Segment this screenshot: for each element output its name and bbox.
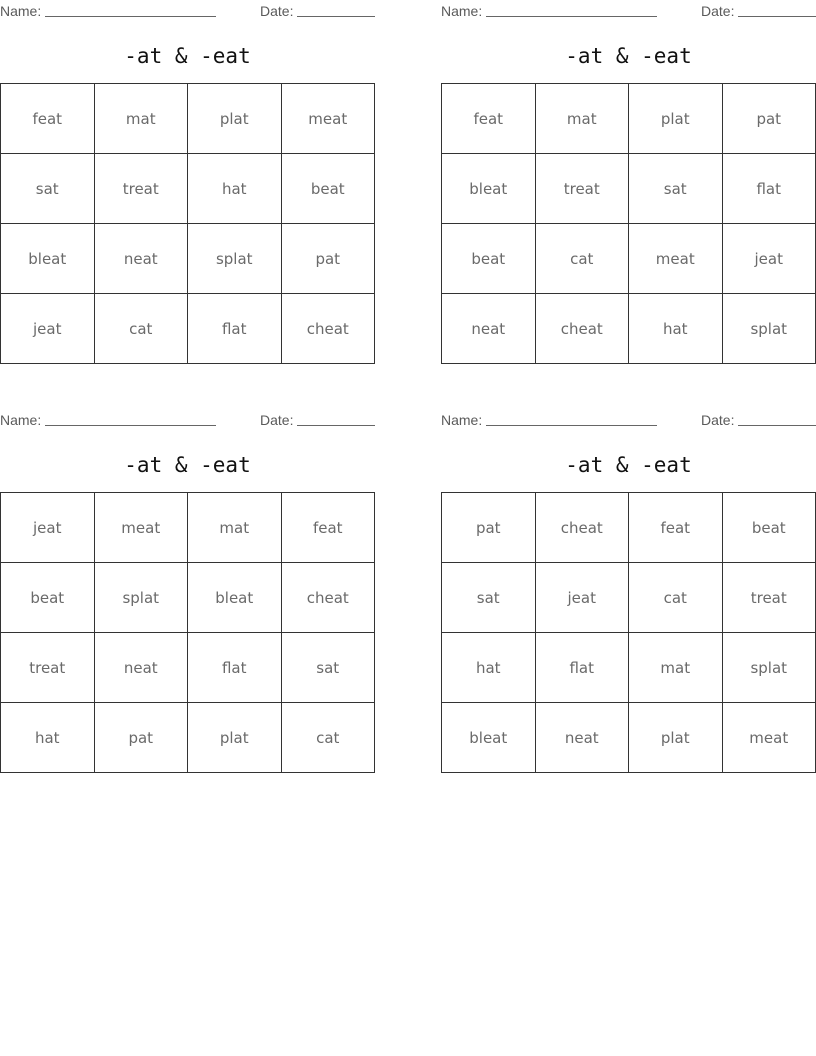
grid-row [1,493,375,563]
grid-cell: plat [629,703,723,773]
grid-cell: treat [722,563,816,633]
grid-row [442,563,816,633]
bingo-grid [0,492,375,773]
grid-cell: jeat [1,493,95,563]
grid-cell: bleat [1,224,95,294]
grid-cell: jeat [722,224,816,294]
grid-cell: sat [281,633,375,703]
grid-row [1,224,375,294]
date-label: Date: [701,412,735,428]
grid-cell: hat [442,633,536,703]
name-blank[interactable] [45,425,216,426]
grid-cell: treat [94,154,188,224]
name-label: Name: [441,3,483,19]
grid-cell: splat [722,294,816,364]
date-blank[interactable] [738,425,816,426]
grid-cell: mat [188,493,282,563]
grid-cell: cheat [535,294,629,364]
bingo-grid [441,83,816,364]
grid-cell: cat [629,563,723,633]
grid-cell: meat [94,493,188,563]
date-label: Date: [260,412,294,428]
grid-cell: neat [535,703,629,773]
bingo-card-3 [0,409,375,789]
name-blank[interactable] [45,16,216,17]
grid-cell: cheat [281,563,375,633]
card-header [0,2,375,20]
grid-cell: jeat [1,294,95,364]
date-label: Date: [701,3,735,19]
grid-cell: feat [1,84,95,154]
grid-cell: splat [94,563,188,633]
date-blank[interactable] [297,16,375,17]
card-title: -at & -eat [124,44,251,68]
grid-cell: cheat [281,294,375,364]
bingo-grid [0,83,375,364]
grid-row [442,294,816,364]
grid-cell: splat [188,224,282,294]
grid-row [442,224,816,294]
grid-cell: meat [722,703,816,773]
grid-row [1,633,375,703]
grid-cell: mat [94,84,188,154]
grid-cell: treat [1,633,95,703]
grid-row [442,633,816,703]
grid-cell: sat [1,154,95,224]
name-label: Name: [0,3,42,19]
grid-cell: cat [281,703,375,773]
grid-cell: flat [722,154,816,224]
grid-cell: beat [722,493,816,563]
grid-cell: beat [281,154,375,224]
grid-row [1,294,375,364]
bingo-card-2 [441,0,816,380]
grid-cell: sat [629,154,723,224]
name-blank[interactable] [486,16,657,17]
grid-cell: bleat [188,563,282,633]
grid-row [442,703,816,773]
grid-cell: neat [94,224,188,294]
bingo-card-4 [441,409,816,789]
grid-cell: splat [722,633,816,703]
bingo-grid [441,492,816,773]
grid-cell: bleat [442,703,536,773]
name-label: Name: [441,412,483,428]
date-blank[interactable] [738,16,816,17]
name-blank[interactable] [486,425,657,426]
grid-cell: meat [629,224,723,294]
grid-row [442,493,816,563]
grid-row [1,154,375,224]
grid-cell: treat [535,154,629,224]
grid-cell: plat [188,703,282,773]
date-blank[interactable] [297,425,375,426]
date-label: Date: [260,3,294,19]
grid-cell: cat [535,224,629,294]
card-header [441,411,816,429]
card-title: -at & -eat [565,453,692,477]
card-header [441,2,816,20]
grid-row [1,84,375,154]
grid-cell: cat [94,294,188,364]
grid-cell: pat [94,703,188,773]
grid-cell: neat [442,294,536,364]
bingo-card-1 [0,0,375,380]
grid-cell: hat [188,154,282,224]
grid-cell: mat [535,84,629,154]
card-header [0,411,375,429]
grid-cell: feat [629,493,723,563]
grid-row [442,154,816,224]
grid-cell: feat [281,493,375,563]
grid-cell: mat [629,633,723,703]
grid-row [442,84,816,154]
grid-cell: plat [188,84,282,154]
grid-cell: beat [1,563,95,633]
grid-cell: meat [281,84,375,154]
grid-cell: flat [535,633,629,703]
grid-cell: flat [188,294,282,364]
name-label: Name: [0,412,42,428]
grid-row [1,563,375,633]
grid-row [1,703,375,773]
grid-cell: pat [281,224,375,294]
card-title: -at & -eat [565,44,692,68]
grid-cell: sat [442,563,536,633]
grid-cell: pat [722,84,816,154]
grid-cell: beat [442,224,536,294]
grid-cell: bleat [442,154,536,224]
grid-cell: feat [442,84,536,154]
grid-cell: cheat [535,493,629,563]
grid-cell: plat [629,84,723,154]
grid-cell: hat [1,703,95,773]
grid-cell: jeat [535,563,629,633]
grid-cell: flat [188,633,282,703]
grid-cell: pat [442,493,536,563]
grid-cell: neat [94,633,188,703]
grid-cell: hat [629,294,723,364]
card-title: -at & -eat [124,453,251,477]
